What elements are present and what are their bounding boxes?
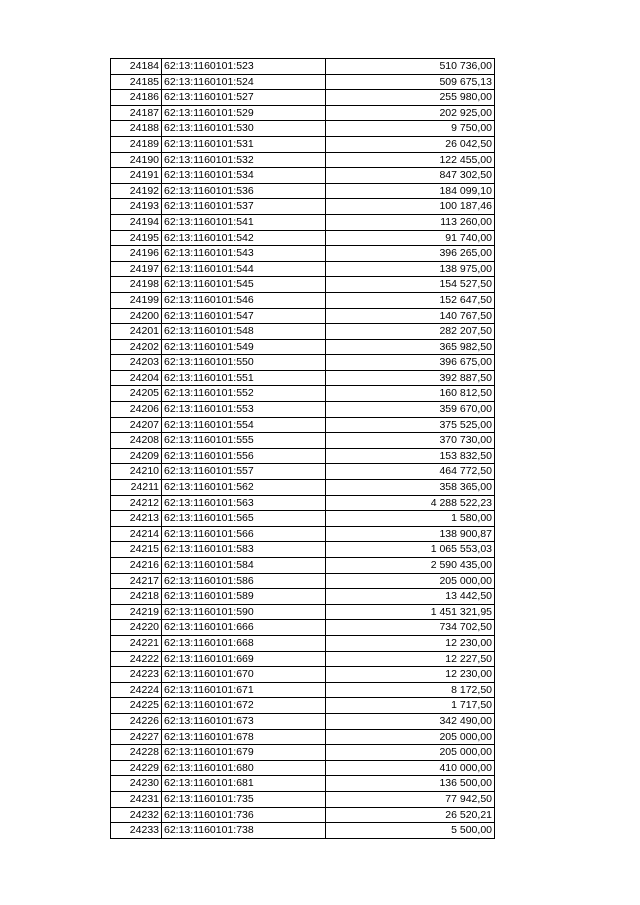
cadastral-number-cell: 62:13:1160101:556	[162, 448, 326, 464]
table-body	[111, 59, 495, 839]
cadastral-number-cell: 62:13:1160101:666	[162, 620, 326, 636]
cadastral-value-cell: 12 227,50	[326, 651, 495, 667]
row-number-cell: 24231	[111, 791, 162, 807]
table-row	[111, 168, 495, 184]
cadastral-value-cell: 359 670,00	[326, 402, 495, 418]
cadastral-number-cell: 62:13:1160101:586	[162, 573, 326, 589]
cadastral-value-table	[110, 58, 495, 839]
cadastral-number-cell: 62:13:1160101:566	[162, 526, 326, 542]
row-number-cell: 24190	[111, 152, 162, 168]
table-row	[111, 620, 495, 636]
table-row	[111, 59, 495, 75]
cadastral-number-cell: 62:13:1160101:555	[162, 433, 326, 449]
row-number-cell: 24225	[111, 698, 162, 714]
table-row	[111, 214, 495, 230]
table-row	[111, 417, 495, 433]
table-row	[111, 729, 495, 745]
row-number-cell: 24188	[111, 121, 162, 137]
table-row	[111, 526, 495, 542]
cadastral-number-cell: 62:13:1160101:547	[162, 308, 326, 324]
table-row	[111, 480, 495, 496]
cadastral-value-cell: 847 302,50	[326, 168, 495, 184]
cadastral-value-cell: 136 500,00	[326, 776, 495, 792]
table-row	[111, 136, 495, 152]
table-row	[111, 152, 495, 168]
cadastral-number-cell: 62:13:1160101:542	[162, 230, 326, 246]
table-row	[111, 230, 495, 246]
row-number-cell: 24219	[111, 604, 162, 620]
cadastral-value-cell: 26 042,50	[326, 136, 495, 152]
cadastral-value-cell: 2 590 435,00	[326, 558, 495, 574]
row-number-cell: 24222	[111, 651, 162, 667]
table-row	[111, 464, 495, 480]
row-number-cell: 24232	[111, 807, 162, 823]
row-number-cell: 24203	[111, 355, 162, 371]
cadastral-number-cell: 62:13:1160101:681	[162, 776, 326, 792]
row-number-cell: 24207	[111, 417, 162, 433]
cadastral-number-cell: 62:13:1160101:590	[162, 604, 326, 620]
table-row	[111, 760, 495, 776]
cadastral-value-cell: 1 717,50	[326, 698, 495, 714]
cadastral-value-cell: 138 975,00	[326, 261, 495, 277]
cadastral-number-cell: 62:13:1160101:583	[162, 542, 326, 558]
row-number-cell: 24214	[111, 526, 162, 542]
row-number-cell: 24224	[111, 682, 162, 698]
cadastral-number-cell: 62:13:1160101:544	[162, 261, 326, 277]
table-row	[111, 355, 495, 371]
cadastral-number-cell: 62:13:1160101:536	[162, 183, 326, 199]
cadastral-value-cell: 1 451 321,95	[326, 604, 495, 620]
cadastral-value-cell: 5 500,00	[326, 823, 495, 839]
cadastral-number-cell: 62:13:1160101:543	[162, 246, 326, 262]
cadastral-number-cell: 62:13:1160101:554	[162, 417, 326, 433]
table-row	[111, 324, 495, 340]
row-number-cell: 24221	[111, 635, 162, 651]
row-number-cell: 24194	[111, 214, 162, 230]
table-row	[111, 90, 495, 106]
cadastral-number-cell: 62:13:1160101:738	[162, 823, 326, 839]
row-number-cell: 24195	[111, 230, 162, 246]
row-number-cell: 24217	[111, 573, 162, 589]
cadastral-value-cell: 365 982,50	[326, 339, 495, 355]
row-number-cell: 24212	[111, 495, 162, 511]
row-number-cell: 24223	[111, 667, 162, 683]
cadastral-number-cell: 62:13:1160101:671	[162, 682, 326, 698]
cadastral-number-cell: 62:13:1160101:527	[162, 90, 326, 106]
table-row	[111, 651, 495, 667]
cadastral-value-cell: 4 288 522,23	[326, 495, 495, 511]
row-number-cell: 24215	[111, 542, 162, 558]
row-number-cell: 24185	[111, 74, 162, 90]
table-row	[111, 402, 495, 418]
row-number-cell: 24206	[111, 402, 162, 418]
cadastral-number-cell: 62:13:1160101:680	[162, 760, 326, 776]
row-number-cell: 24220	[111, 620, 162, 636]
cadastral-value-cell: 464 772,50	[326, 464, 495, 480]
row-number-cell: 24205	[111, 386, 162, 402]
cadastral-value-cell: 77 942,50	[326, 791, 495, 807]
table-row	[111, 823, 495, 839]
cadastral-number-cell: 62:13:1160101:584	[162, 558, 326, 574]
cadastral-number-cell: 62:13:1160101:673	[162, 713, 326, 729]
table-row	[111, 495, 495, 511]
cadastral-value-cell: 138 900,87	[326, 526, 495, 542]
table-row	[111, 573, 495, 589]
cadastral-value-cell: 12 230,00	[326, 667, 495, 683]
cadastral-value-cell: 510 736,00	[326, 59, 495, 75]
cadastral-value-cell: 205 000,00	[326, 729, 495, 745]
cadastral-value-cell: 152 647,50	[326, 292, 495, 308]
cadastral-number-cell: 62:13:1160101:679	[162, 745, 326, 761]
row-number-cell: 24187	[111, 105, 162, 121]
cadastral-value-cell: 396 265,00	[326, 246, 495, 262]
cadastral-number-cell: 62:13:1160101:563	[162, 495, 326, 511]
row-number-cell: 24230	[111, 776, 162, 792]
cadastral-value-cell: 100 187,46	[326, 199, 495, 215]
cadastral-number-cell: 62:13:1160101:530	[162, 121, 326, 137]
cadastral-number-cell: 62:13:1160101:531	[162, 136, 326, 152]
cadastral-value-cell: 8 172,50	[326, 682, 495, 698]
table-row	[111, 308, 495, 324]
row-number-cell: 24204	[111, 370, 162, 386]
table-row	[111, 246, 495, 262]
table-row	[111, 667, 495, 683]
table-row	[111, 635, 495, 651]
row-number-cell: 24208	[111, 433, 162, 449]
table-row	[111, 776, 495, 792]
cadastral-number-cell: 62:13:1160101:672	[162, 698, 326, 714]
cadastral-value-cell: 140 767,50	[326, 308, 495, 324]
row-number-cell: 24218	[111, 589, 162, 605]
row-number-cell: 24196	[111, 246, 162, 262]
cadastral-number-cell: 62:13:1160101:534	[162, 168, 326, 184]
cadastral-value-cell: 358 365,00	[326, 480, 495, 496]
cadastral-number-cell: 62:13:1160101:669	[162, 651, 326, 667]
table-row	[111, 339, 495, 355]
cadastral-value-cell: 255 980,00	[326, 90, 495, 106]
row-number-cell: 24186	[111, 90, 162, 106]
cadastral-value-cell: 9 750,00	[326, 121, 495, 137]
table-row	[111, 121, 495, 137]
cadastral-number-cell: 62:13:1160101:551	[162, 370, 326, 386]
cadastral-value-cell: 12 230,00	[326, 635, 495, 651]
cadastral-number-cell: 62:13:1160101:552	[162, 386, 326, 402]
row-number-cell: 24201	[111, 324, 162, 340]
table-row	[111, 277, 495, 293]
cadastral-value-cell: 13 442,50	[326, 589, 495, 605]
row-number-cell: 24211	[111, 480, 162, 496]
table-row	[111, 589, 495, 605]
cadastral-number-cell: 62:13:1160101:524	[162, 74, 326, 90]
table-row	[111, 74, 495, 90]
row-number-cell: 24210	[111, 464, 162, 480]
row-number-cell: 24228	[111, 745, 162, 761]
cadastral-number-cell: 62:13:1160101:523	[162, 59, 326, 75]
cadastral-number-cell: 62:13:1160101:545	[162, 277, 326, 293]
row-number-cell: 24233	[111, 823, 162, 839]
cadastral-number-cell: 62:13:1160101:541	[162, 214, 326, 230]
row-number-cell: 24198	[111, 277, 162, 293]
table-row	[111, 448, 495, 464]
table-row	[111, 292, 495, 308]
cadastral-number-cell: 62:13:1160101:557	[162, 464, 326, 480]
cadastral-number-cell: 62:13:1160101:736	[162, 807, 326, 823]
row-number-cell: 24213	[111, 511, 162, 527]
cadastral-value-cell: 205 000,00	[326, 745, 495, 761]
cadastral-number-cell: 62:13:1160101:548	[162, 324, 326, 340]
cadastral-number-cell: 62:13:1160101:735	[162, 791, 326, 807]
cadastral-value-cell: 184 099,10	[326, 183, 495, 199]
cadastral-number-cell: 62:13:1160101:589	[162, 589, 326, 605]
cadastral-value-cell: 160 812,50	[326, 386, 495, 402]
cadastral-value-cell: 282 207,50	[326, 324, 495, 340]
cadastral-value-cell: 113 260,00	[326, 214, 495, 230]
row-number-cell: 24189	[111, 136, 162, 152]
cadastral-value-cell: 1 580,00	[326, 511, 495, 527]
row-number-cell: 24227	[111, 729, 162, 745]
cadastral-number-cell: 62:13:1160101:565	[162, 511, 326, 527]
row-number-cell: 24197	[111, 261, 162, 277]
table-row	[111, 558, 495, 574]
cadastral-number-cell: 62:13:1160101:562	[162, 480, 326, 496]
cadastral-number-cell: 62:13:1160101:529	[162, 105, 326, 121]
cadastral-value-cell: 509 675,13	[326, 74, 495, 90]
cadastral-number-cell: 62:13:1160101:668	[162, 635, 326, 651]
row-number-cell: 24229	[111, 760, 162, 776]
row-number-cell: 24202	[111, 339, 162, 355]
table-row	[111, 682, 495, 698]
table-row	[111, 604, 495, 620]
cadastral-number-cell: 62:13:1160101:670	[162, 667, 326, 683]
cadastral-value-cell: 734 702,50	[326, 620, 495, 636]
table-row	[111, 433, 495, 449]
cadastral-value-cell: 410 000,00	[326, 760, 495, 776]
cadastral-value-cell: 205 000,00	[326, 573, 495, 589]
table-row	[111, 698, 495, 714]
row-number-cell: 24200	[111, 308, 162, 324]
row-number-cell: 24191	[111, 168, 162, 184]
table-row	[111, 105, 495, 121]
cadastral-value-cell: 1 065 553,03	[326, 542, 495, 558]
table-row	[111, 713, 495, 729]
cadastral-number-cell: 62:13:1160101:532	[162, 152, 326, 168]
cadastral-value-cell: 375 525,00	[326, 417, 495, 433]
cadastral-value-cell: 202 925,00	[326, 105, 495, 121]
cadastral-value-cell: 396 675,00	[326, 355, 495, 371]
table-row	[111, 370, 495, 386]
cadastral-value-cell: 122 455,00	[326, 152, 495, 168]
table-row	[111, 807, 495, 823]
cadastral-number-cell: 62:13:1160101:550	[162, 355, 326, 371]
table-row	[111, 791, 495, 807]
row-number-cell: 24209	[111, 448, 162, 464]
table-row	[111, 261, 495, 277]
row-number-cell: 24192	[111, 183, 162, 199]
row-number-cell: 24199	[111, 292, 162, 308]
cadastral-value-cell: 342 490,00	[326, 713, 495, 729]
cadastral-number-cell: 62:13:1160101:537	[162, 199, 326, 215]
cadastral-number-cell: 62:13:1160101:546	[162, 292, 326, 308]
row-number-cell: 24184	[111, 59, 162, 75]
row-number-cell: 24193	[111, 199, 162, 215]
table-row	[111, 386, 495, 402]
table-row	[111, 511, 495, 527]
table-row	[111, 183, 495, 199]
cadastral-value-cell: 153 832,50	[326, 448, 495, 464]
cadastral-number-cell: 62:13:1160101:678	[162, 729, 326, 745]
cadastral-number-cell: 62:13:1160101:553	[162, 402, 326, 418]
table-row	[111, 745, 495, 761]
cadastral-value-cell: 370 730,00	[326, 433, 495, 449]
row-number-cell: 24216	[111, 558, 162, 574]
cadastral-value-cell: 392 887,50	[326, 370, 495, 386]
cadastral-number-cell: 62:13:1160101:549	[162, 339, 326, 355]
cadastral-value-cell: 26 520,21	[326, 807, 495, 823]
table-row	[111, 199, 495, 215]
table-row	[111, 542, 495, 558]
row-number-cell: 24226	[111, 713, 162, 729]
cadastral-value-cell: 91 740,00	[326, 230, 495, 246]
cadastral-value-cell: 154 527,50	[326, 277, 495, 293]
